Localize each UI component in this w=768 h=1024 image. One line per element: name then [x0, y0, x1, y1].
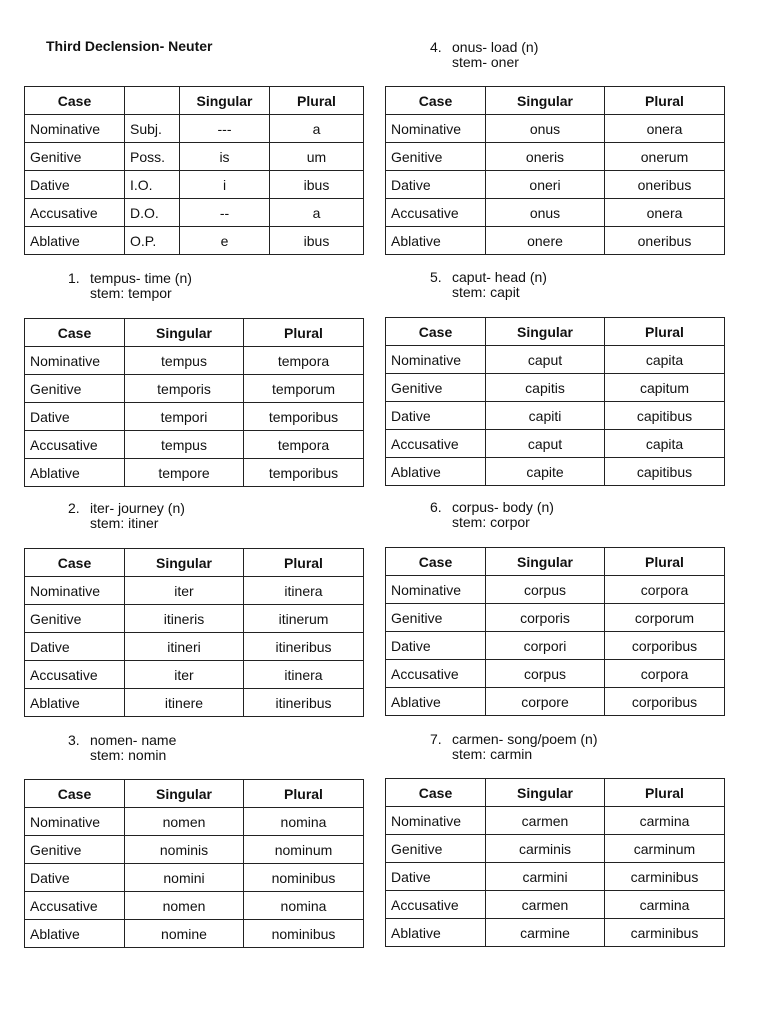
word-number: 7.: [430, 731, 442, 747]
declension-table: [24, 548, 364, 717]
plural-cell: temporibus: [244, 459, 364, 487]
singular-cell: e: [180, 227, 270, 255]
singular-cell: carmen: [486, 807, 605, 835]
singular-cell: nomine: [125, 920, 244, 948]
table-row: [25, 864, 364, 892]
singular-cell: itinere: [125, 689, 244, 717]
case-cell: Ablative: [25, 920, 125, 948]
column-header-plural: Plural: [605, 548, 725, 576]
singular-cell: --: [180, 199, 270, 227]
plural-cell: capita: [605, 430, 725, 458]
table-header-row: [25, 319, 364, 347]
plural-cell: itinera: [244, 577, 364, 605]
plural-cell: itineribus: [244, 633, 364, 661]
column-header-case: Case: [386, 87, 486, 115]
column-header-case: Case: [386, 779, 486, 807]
plural-cell: onera: [605, 115, 725, 143]
table-row: [386, 891, 725, 919]
declension-table: [385, 778, 725, 947]
column-header-singular: Singular: [486, 779, 605, 807]
table-row: [386, 807, 725, 835]
case-cell: Genitive: [25, 143, 125, 171]
singular-cell: carmen: [486, 891, 605, 919]
plural-cell: nominibus: [244, 864, 364, 892]
case-cell: Dative: [386, 402, 486, 430]
case-cell: Nominative: [25, 577, 125, 605]
singular-cell: corpus: [486, 660, 605, 688]
word-stem: stem: tempor: [90, 285, 172, 301]
column-header-case: Case: [386, 548, 486, 576]
word-number: 3.: [68, 732, 80, 748]
table-row: [386, 199, 725, 227]
table-row: [386, 835, 725, 863]
case-cell: Genitive: [25, 375, 125, 403]
table-row: [386, 604, 725, 632]
plural-cell: a: [270, 199, 364, 227]
plural-cell: ibus: [270, 227, 364, 255]
column-header-singular: Singular: [486, 548, 605, 576]
plural-cell: carminum: [605, 835, 725, 863]
singular-cell: carminis: [486, 835, 605, 863]
case-cell: Accusative: [386, 891, 486, 919]
plural-cell: carminibus: [605, 863, 725, 891]
column-header-singular: Singular: [486, 87, 605, 115]
singular-cell: capite: [486, 458, 605, 486]
plural-cell: capitum: [605, 374, 725, 402]
declension-table: [385, 86, 725, 255]
plural-cell: itinera: [244, 661, 364, 689]
singular-cell: oneri: [486, 171, 605, 199]
word-definition: carmen- song/poem (n): [452, 731, 598, 747]
column-header-case: Case: [25, 780, 125, 808]
table-row: [25, 375, 364, 403]
table-row: [25, 143, 364, 171]
plural-cell: corporibus: [605, 688, 725, 716]
case-cell: Genitive: [386, 604, 486, 632]
table-header-row: [386, 318, 725, 346]
singular-cell: corpus: [486, 576, 605, 604]
table-row: [25, 347, 364, 375]
plural-cell: corporum: [605, 604, 725, 632]
singular-cell: is: [180, 143, 270, 171]
table-row: [25, 920, 364, 948]
table-row: [386, 458, 725, 486]
case-cell: Ablative: [386, 227, 486, 255]
column-header-plural: Plural: [605, 87, 725, 115]
column-header-case: Case: [25, 319, 125, 347]
case-cell: Ablative: [386, 458, 486, 486]
case-cell: Accusative: [386, 430, 486, 458]
declension-table: [385, 547, 725, 716]
singular-cell: tempore: [125, 459, 244, 487]
case-cell: Genitive: [25, 605, 125, 633]
table-row: [25, 689, 364, 717]
column-header-role: [125, 87, 180, 115]
column-header-case: Case: [25, 87, 125, 115]
word-stem: stem: nomin: [90, 747, 167, 763]
word-number: 1.: [68, 270, 80, 286]
column-header-singular: Singular: [125, 319, 244, 347]
plural-cell: capitibus: [605, 402, 725, 430]
word-definition: iter- journey (n): [90, 500, 185, 516]
column-header-case: Case: [25, 549, 125, 577]
singular-cell: ---: [180, 115, 270, 143]
case-cell: Accusative: [25, 661, 125, 689]
plural-cell: carminibus: [605, 919, 725, 947]
plural-cell: capitibus: [605, 458, 725, 486]
column-header-plural: Plural: [605, 318, 725, 346]
table-row: [386, 115, 725, 143]
table-row: [25, 892, 364, 920]
singular-cell: onus: [486, 199, 605, 227]
plural-cell: tempora: [244, 431, 364, 459]
singular-cell: nomen: [125, 892, 244, 920]
word-definition: onus- load (n): [452, 39, 539, 55]
column-header-case: Case: [386, 318, 486, 346]
plural-cell: capita: [605, 346, 725, 374]
plural-cell: temporibus: [244, 403, 364, 431]
plural-cell: nominum: [244, 836, 364, 864]
plural-cell: temporum: [244, 375, 364, 403]
plural-cell: tempora: [244, 347, 364, 375]
case-cell: Nominative: [25, 115, 125, 143]
table-row: [386, 171, 725, 199]
table-row: [25, 403, 364, 431]
role-cell: Poss.: [125, 143, 180, 171]
column-header-singular: Singular: [180, 87, 270, 115]
word-stem: stem: itiner: [90, 515, 159, 531]
table-row: [25, 431, 364, 459]
case-cell: Accusative: [25, 199, 125, 227]
singular-cell: tempus: [125, 431, 244, 459]
case-cell: Nominative: [386, 115, 486, 143]
column-header-plural: Plural: [605, 779, 725, 807]
case-cell: Accusative: [25, 431, 125, 459]
table-row: [25, 227, 364, 255]
singular-cell: nomini: [125, 864, 244, 892]
table-row: [25, 459, 364, 487]
declension-table: [24, 779, 364, 948]
column-header-singular: Singular: [125, 549, 244, 577]
table-row: [25, 199, 364, 227]
column-header-plural: Plural: [244, 549, 364, 577]
word-number: 2.: [68, 500, 80, 516]
case-cell: Genitive: [25, 836, 125, 864]
endings-table: [24, 86, 364, 255]
table-row: [25, 836, 364, 864]
singular-cell: caput: [486, 430, 605, 458]
table-header-row: [386, 548, 725, 576]
singular-cell: itineri: [125, 633, 244, 661]
word-stem: stem: capit: [452, 284, 520, 300]
table-row: [386, 919, 725, 947]
word-number: 5.: [430, 269, 442, 285]
table-header-row: [386, 87, 725, 115]
word-definition: corpus- body (n): [452, 499, 554, 515]
table-row: [25, 808, 364, 836]
plural-cell: oneribus: [605, 227, 725, 255]
plural-cell: carmina: [605, 891, 725, 919]
table-row: [386, 430, 725, 458]
plural-cell: onera: [605, 199, 725, 227]
table-row: [386, 863, 725, 891]
case-cell: Ablative: [25, 227, 125, 255]
case-cell: Genitive: [386, 374, 486, 402]
case-cell: Dative: [386, 632, 486, 660]
singular-cell: carmine: [486, 919, 605, 947]
table-row: [386, 402, 725, 430]
plural-cell: carmina: [605, 807, 725, 835]
case-cell: Nominative: [25, 347, 125, 375]
table-header-row: [25, 549, 364, 577]
plural-cell: corpora: [605, 576, 725, 604]
case-cell: Dative: [25, 403, 125, 431]
table-row: [25, 171, 364, 199]
column-header-singular: Singular: [125, 780, 244, 808]
singular-cell: caput: [486, 346, 605, 374]
case-cell: Genitive: [386, 143, 486, 171]
case-cell: Accusative: [386, 199, 486, 227]
plural-cell: nomina: [244, 892, 364, 920]
plural-cell: um: [270, 143, 364, 171]
case-cell: Dative: [386, 863, 486, 891]
role-cell: D.O.: [125, 199, 180, 227]
case-cell: Nominative: [386, 576, 486, 604]
plural-cell: itinerum: [244, 605, 364, 633]
singular-cell: carmini: [486, 863, 605, 891]
table-row: [25, 115, 364, 143]
singular-cell: iter: [125, 661, 244, 689]
singular-cell: capiti: [486, 402, 605, 430]
case-cell: Ablative: [386, 688, 486, 716]
table-header-row: [25, 780, 364, 808]
singular-cell: iter: [125, 577, 244, 605]
word-stem: stem: corpor: [452, 514, 530, 530]
table-row: [386, 346, 725, 374]
role-cell: Subj.: [125, 115, 180, 143]
word-definition: tempus- time (n): [90, 270, 192, 286]
case-cell: Genitive: [386, 835, 486, 863]
singular-cell: temporis: [125, 375, 244, 403]
case-cell: Dative: [25, 864, 125, 892]
case-cell: Ablative: [25, 459, 125, 487]
column-header-singular: Singular: [486, 318, 605, 346]
case-cell: Dative: [386, 171, 486, 199]
word-stem: stem- oner: [452, 54, 519, 70]
table-row: [386, 688, 725, 716]
case-cell: Dative: [25, 633, 125, 661]
plural-cell: corporibus: [605, 632, 725, 660]
table-row: [25, 633, 364, 661]
plural-cell: a: [270, 115, 364, 143]
singular-cell: corpore: [486, 688, 605, 716]
singular-cell: corporis: [486, 604, 605, 632]
singular-cell: nomen: [125, 808, 244, 836]
singular-cell: capitis: [486, 374, 605, 402]
plural-cell: itineribus: [244, 689, 364, 717]
singular-cell: i: [180, 171, 270, 199]
table-row: [25, 661, 364, 689]
word-number: 4.: [430, 39, 442, 55]
table-row: [386, 227, 725, 255]
singular-cell: itineris: [125, 605, 244, 633]
word-number: 6.: [430, 499, 442, 515]
table-row: [386, 374, 725, 402]
plural-cell: ibus: [270, 171, 364, 199]
plural-cell: corpora: [605, 660, 725, 688]
table-header-row: [25, 87, 364, 115]
table-row: [25, 577, 364, 605]
case-cell: Ablative: [386, 919, 486, 947]
role-cell: I.O.: [125, 171, 180, 199]
singular-cell: corpori: [486, 632, 605, 660]
page-title: Third Declension- Neuter: [46, 38, 213, 54]
word-stem: stem: carmin: [452, 746, 533, 762]
table-header-row: [386, 779, 725, 807]
table-row: [386, 660, 725, 688]
table-row: [386, 632, 725, 660]
plural-cell: nominibus: [244, 920, 364, 948]
declension-table: [385, 317, 725, 486]
plural-cell: oneribus: [605, 171, 725, 199]
case-cell: Nominative: [25, 808, 125, 836]
singular-cell: onus: [486, 115, 605, 143]
plural-cell: nomina: [244, 808, 364, 836]
plural-cell: onerum: [605, 143, 725, 171]
singular-cell: tempus: [125, 347, 244, 375]
column-header-plural: Plural: [244, 780, 364, 808]
table-row: [386, 143, 725, 171]
table-row: [386, 576, 725, 604]
word-definition: caput- head (n): [452, 269, 547, 285]
column-header-plural: Plural: [244, 319, 364, 347]
role-cell: O.P.: [125, 227, 180, 255]
singular-cell: oneris: [486, 143, 605, 171]
case-cell: Accusative: [386, 660, 486, 688]
case-cell: Ablative: [25, 689, 125, 717]
singular-cell: nominis: [125, 836, 244, 864]
case-cell: Nominative: [386, 346, 486, 374]
singular-cell: onere: [486, 227, 605, 255]
column-header-plural: Plural: [270, 87, 364, 115]
case-cell: Dative: [25, 171, 125, 199]
table-row: [25, 605, 364, 633]
word-definition: nomen- name: [90, 732, 177, 748]
case-cell: Accusative: [25, 892, 125, 920]
singular-cell: tempori: [125, 403, 244, 431]
case-cell: Nominative: [386, 807, 486, 835]
declension-table: [24, 318, 364, 487]
